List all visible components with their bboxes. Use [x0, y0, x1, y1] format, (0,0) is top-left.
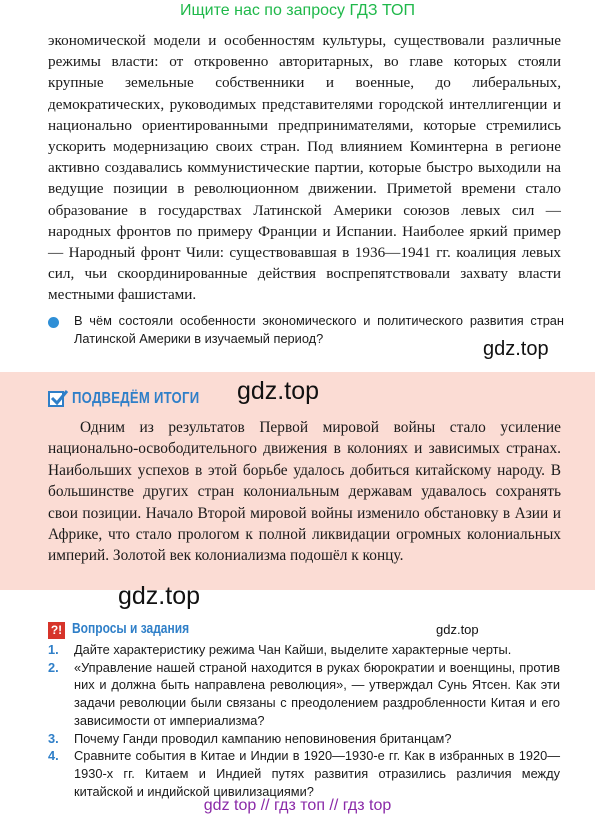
question-exclamation-icon: ?! — [48, 622, 65, 639]
list-item — [48, 641, 560, 659]
watermark: gdz.top — [237, 377, 320, 405]
list-item-text: Почему Ганди проводил кампанию неповиновения британцам? — [74, 730, 452, 746]
watermark: gdz.top — [118, 582, 201, 610]
list-item — [48, 659, 560, 730]
checkbox-icon — [48, 391, 64, 407]
summary-title: ПОДВЕДЁМ ИТОГИ — [72, 390, 200, 407]
summary-text: Одним из результатов Первой мировой войны стало усиление национально-освободительного движения в колониях и зависимых странах. Наибольших успехов в этой борьбе удалось добиться китайскому народу. В большинстве других стран колониальным державам удавалось сохранять свои позиции. Начало Второй мировой войны изменило обстановку в Азии и Африке, что стало прологом к полной ликвидации огромных колониальных империй. Золотой век колониализма подошёл к концу. — [48, 419, 561, 565]
list-item-number: 3. — [48, 730, 59, 746]
questions-title: Вопросы и задания — [72, 620, 190, 637]
list-item-number: 2. — [48, 659, 59, 675]
watermark: gdz.top — [483, 338, 549, 360]
list-item — [48, 747, 560, 800]
list-item-number: 1. — [48, 642, 59, 657]
search-banner: Ищите нас по запросу ГДЗ ТОП — [180, 2, 415, 19]
list-item-number: 4. — [48, 748, 59, 764]
footer-banner: gdz top // гдз топ // гдз top — [203, 797, 392, 814]
watermark: gdz.top — [436, 622, 479, 637]
intro-paragraph: экономической модели и особенностям культуры, существовали различные режимы власти: от откровенно авторитарных, во главе которых стояли крупные земельные собственники и военные, до либеральных, демократических, руководимых представителями городской интеллигенции и национально ориентированными предпринимателями, которые стремились ускорить модернизацию своих стран. Под влиянием Коминтерна в регионе активно создавались коммунистические партии, которые быстро выходили на ведущие позиции в революционном движении. Приметой времени стало образование в государствах Латинской Америки союзов левых сил — народных фронтов по примеру Франции и Испании. Наиболее яркий пример — Народный фронт Чили: существовавшая в 1936—1941 гг. коалиция левых сил, чьи скоординированные действия воспрепятствовали захвату власти местными фашистами. — [48, 32, 561, 304]
list-item — [48, 730, 560, 748]
list-item-text: «Управление нашей страной находится в руках бюрократии и военщины, против них и должна быть направлена революция», — утверждал Сунь Ятсен. Как эти задачи революции были связаны с преодолением раздробленности Китая и его зависимости от империализма? — [74, 659, 560, 728]
section-question: В чём состояли особенности экономического и политического развития стран Латинской Америки в изучаемый период? — [74, 313, 564, 346]
list-item-text: Дайте характеристику режима Чан Кайши, выделите характерные черты. — [74, 642, 512, 657]
questions-list — [48, 641, 560, 800]
question-bullet-icon — [48, 317, 59, 328]
list-item-text: Сравните события в Китае и Индии в 1920—1930-е гг. Как в избранных в 1920—1930-х гг. Китаем и Индией путях развития отразились различия между китайской и индийской цивилизациями? — [74, 748, 560, 799]
